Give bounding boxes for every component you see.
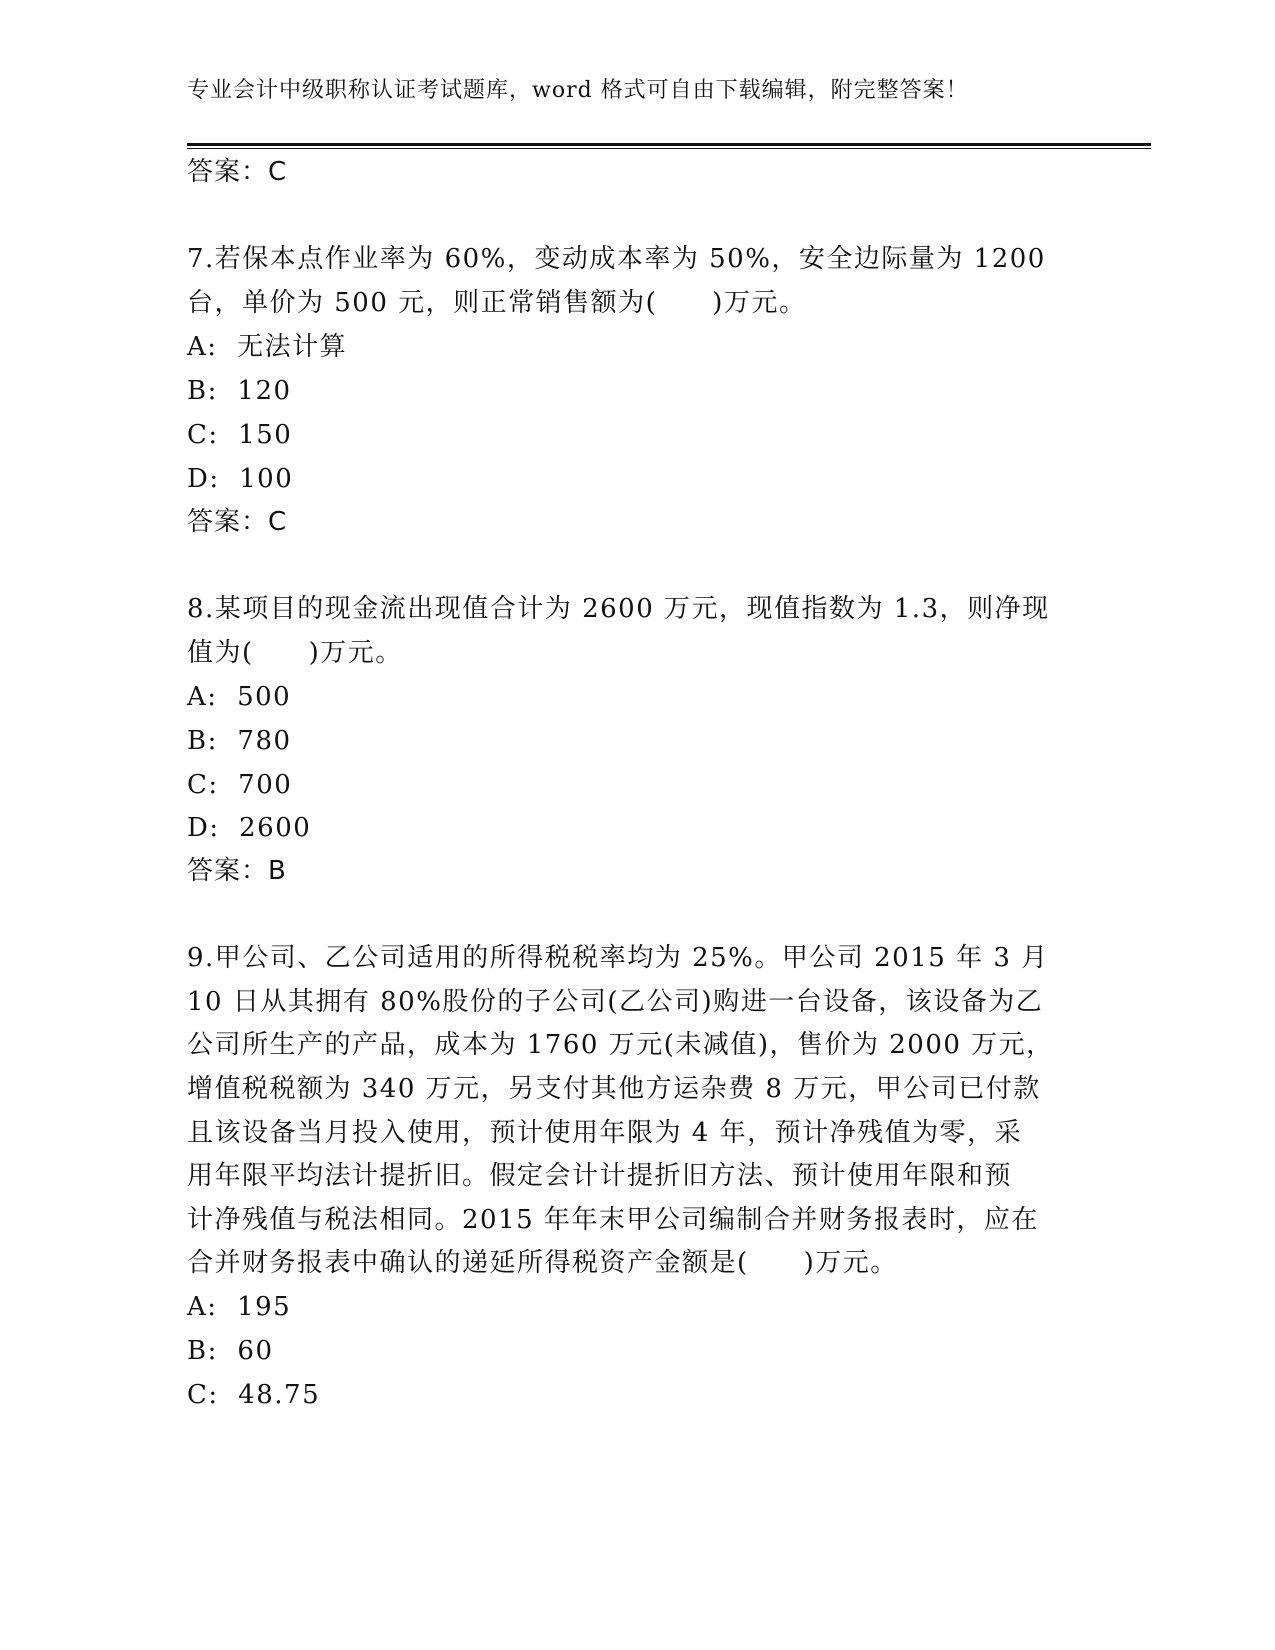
question-8-option-b: B: 780: [187, 726, 292, 756]
question-9-text-line-5: 且该设备当月投入使用，预计使用年限为 4 年，预计净残值为零，采: [187, 1118, 1023, 1148]
question-8-option-c: C: 700: [187, 770, 293, 800]
question-9-option-a: A: 195: [187, 1292, 292, 1322]
question-7-option-a: A: 无法计算: [187, 332, 348, 362]
question-7-option-c: C: 150: [187, 420, 293, 450]
question-8-option-a: A: 500: [187, 682, 292, 712]
question-7-text-line-2: 台，单价为 500 元，则正常销售额为( )万元。: [187, 288, 807, 318]
header-divider-thin: [187, 148, 1151, 149]
question-9-option-c: C: 48.75: [187, 1380, 321, 1410]
question-7-option-b: B: 120: [187, 376, 292, 406]
question-9-text-line-1: 9.甲公司、乙公司适用的所得税税率均为 25%。甲公司 2015 年 3 月: [187, 943, 1049, 973]
question-9-text-line-8: 合并财务报表中确认的递延所得税资产金额是( )万元。: [187, 1248, 898, 1278]
header-divider-thick: [187, 143, 1151, 146]
question-7-answer: 答案：C: [187, 507, 288, 537]
question-8-answer: 答案：B: [187, 856, 287, 886]
question-7-text-line-1: 7.若保本点作业率为 60%，变动成本率为 50%，安全边际量为 1200: [187, 244, 1046, 274]
question-9-text-line-7: 计净残值与税法相同。2015 年年末甲公司编制合并财务报表时，应在: [187, 1205, 1039, 1235]
question-9-text-line-4: 增值税税额为 340 万元，另支付其他方运杂费 8 万元，甲公司已付款: [187, 1074, 1041, 1104]
question-8-text-line-2: 值为( )万元。: [187, 638, 403, 668]
previous-answer: 答案：C: [187, 157, 288, 187]
question-8-text-line-1: 8.某项目的现金流出现值合计为 2600 万元，现值指数为 1.3，则净现: [187, 594, 1050, 624]
question-8-option-d: D: 2600: [187, 813, 312, 843]
page-header: 专业会计中级职称认证考试题库，word 格式可自由下载编辑，附完整答案！: [187, 78, 969, 103]
question-9-text-line-2: 10 日从其拥有 80%股份的子公司(乙公司)购进一台设备，该设备为乙: [187, 987, 1044, 1017]
question-9-text-line-3: 公司所生产的产品，成本为 1760 万元(未减值)，售价为 2000 万元，: [187, 1030, 1054, 1060]
question-9-text-line-6: 用年限平均法计提折旧。假定会计计提折旧方法、预计使用年限和预: [187, 1161, 1013, 1191]
question-9-option-b: B: 60: [187, 1336, 274, 1366]
question-7-option-d: D: 100: [187, 464, 294, 494]
